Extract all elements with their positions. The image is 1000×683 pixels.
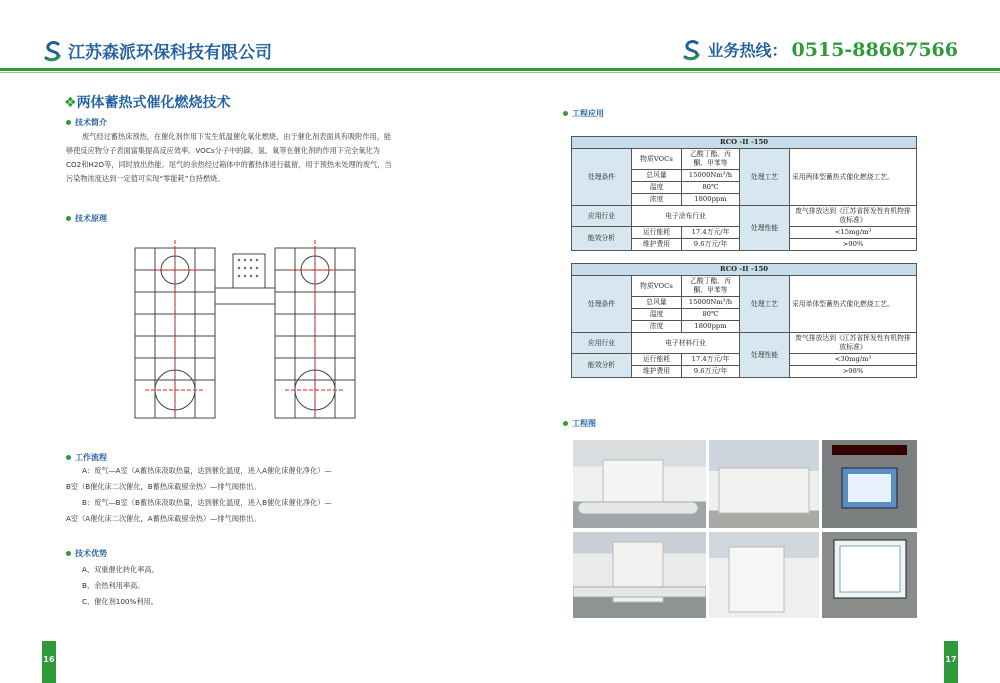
spec-table-2: RCO -II -150 处理条件 物质VOCs 乙酸丁酯、丙酮、甲苯等 处理工艺 采用单体型蓄热式催化燃烧工艺。 总风量 15000Nm³/h 温度 80℃ 浓度 1800ppm 应用行业 电子材料行业 处理性能 废气排放达到《江苏省挥发性有机物排放标准》 能效分析 运行能耗 17.4万元/年 <30mg/m³ 维护费用 9.6万元/年 >98% bbox=[571, 263, 917, 378]
photo-control-panel-2 bbox=[822, 532, 917, 618]
bullet-icon bbox=[563, 421, 568, 426]
header-rule-thin bbox=[0, 72, 1000, 73]
company-brand bbox=[42, 38, 272, 63]
diamond-arrow-icon: ❖ bbox=[64, 95, 77, 111]
intro-heading: 技术简介 bbox=[66, 117, 107, 128]
company-logo-icon-right bbox=[681, 39, 703, 61]
bullet-icon bbox=[66, 120, 71, 125]
hotline bbox=[681, 38, 958, 61]
bullet-icon bbox=[66, 216, 71, 221]
bullet-icon bbox=[563, 111, 568, 116]
table-model: RCO -II -150 bbox=[572, 264, 917, 276]
photo-equipment-4 bbox=[709, 532, 819, 618]
process-heading: 工作流程 bbox=[66, 452, 107, 463]
principle-diagram bbox=[125, 240, 370, 420]
advantage-list: A、双重催化转化率高。 B、余热利用率高。 C、催化剂100%利用。 bbox=[82, 565, 159, 606]
principle-heading: 技术原理 bbox=[66, 213, 107, 224]
page-title: ❖两体蓄热式催化燃烧技术 bbox=[64, 95, 231, 111]
company-logo-icon bbox=[42, 40, 64, 62]
project-photos bbox=[573, 440, 917, 618]
bullet-icon bbox=[66, 455, 71, 460]
spec-table-1: RCO -II -150 处理条件 物质VOCs 乙酸丁酯、丙酮、甲苯等 处理工艺 采用两体型蓄热式催化燃烧工艺。 总风量 15000Nm³/h 温度 80℃ 浓度 1800ppm 应用行业 电子涂布行业 处理性能 废气排放达到《江苏省挥发性有机物排放标准》 能效分析 运行能耗 17.4万元/年 <15mg/m³ 维护费用 9.6万元/年 >90% bbox=[571, 136, 917, 251]
page-number-right: 17 bbox=[944, 641, 958, 683]
table-model: RCO -II -150 bbox=[572, 137, 917, 149]
photo-control-panel-1 bbox=[822, 440, 917, 528]
photo-equipment-3 bbox=[573, 532, 706, 618]
advantage-heading: 技术优势 bbox=[66, 548, 107, 559]
application-heading: 工程应用 bbox=[563, 108, 604, 119]
bullet-icon bbox=[66, 551, 71, 556]
header-rule bbox=[0, 68, 1000, 71]
hotline-label: 业务热线： bbox=[707, 41, 788, 60]
photo-equipment-2 bbox=[709, 440, 819, 528]
process-paragraph: A：废气—A室（A蓄热床汲取热量，达到催化温度，进入A催化床催化净化）— B室（B催化床二次催化，B蓄热床截留余热）—排气阀排出。 B：废气—B室（B蓄热床汲取热量，达到催化温度，进入B催化床催化净化）— A室（A催化床二次催化，A蓄热床截留余热）—排气阀排出。 bbox=[66, 466, 332, 523]
photos-heading: 工程图 bbox=[563, 418, 596, 429]
intro-paragraph: 废气经过蓄热床预热，在催化剂作用下发生低温催化氧化燃烧，由于催化剂表面具有吸附作用，能 够使反应物分子表面富集提高反应效率。VOCs分子中的碳、氢、氧等在催化剂的作用下完全氧化为 CO2和H2O等，同时放出热能。尾气的余热经过箱体中的蓄热体进行截留，用于预热未处理的废气，当 污染物浓度达到一定值可实现“零能耗”自持燃烧。 bbox=[66, 132, 392, 183]
photo-equipment-1 bbox=[573, 440, 706, 528]
company-name: 江苏森派环保科技有限公司 bbox=[68, 43, 272, 63]
page-number-left: 16 bbox=[42, 641, 56, 683]
hotline-number: 0515-88667566 bbox=[791, 38, 958, 61]
